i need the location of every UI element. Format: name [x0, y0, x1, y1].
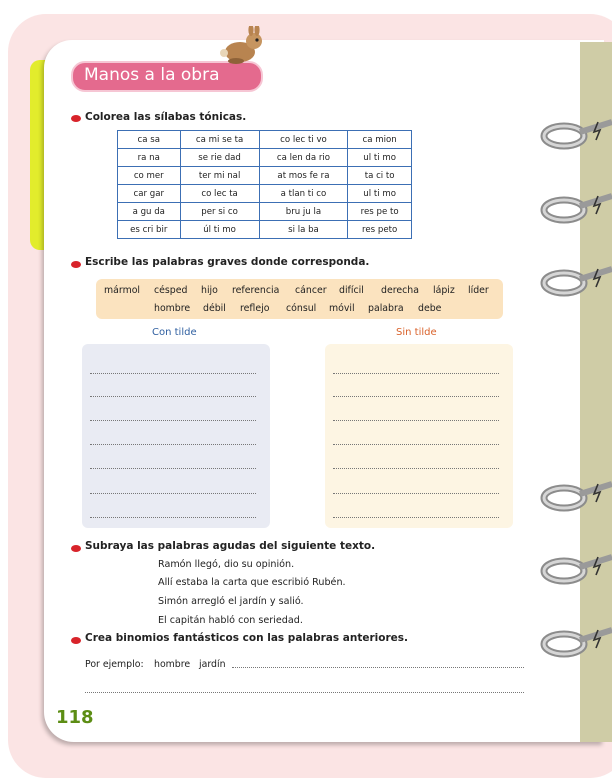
answer-line[interactable]: [333, 396, 499, 397]
answer-line[interactable]: [333, 493, 499, 494]
table-cell[interactable]: se rie dad: [180, 149, 259, 167]
page-number: 118: [56, 707, 94, 728]
word-bank-word: césped: [154, 285, 188, 296]
table-row: [118, 149, 412, 167]
text-line[interactable]: El capitán habló con seriedad.: [158, 615, 303, 626]
answer-line[interactable]: [90, 493, 256, 494]
bullet-icon: [71, 115, 81, 122]
table-cell[interactable]: ta ci to: [348, 167, 412, 185]
word-bank-word: móvil: [329, 303, 355, 314]
table-cell[interactable]: es cri bir: [118, 221, 181, 239]
table-cell[interactable]: ca len da rio: [259, 149, 348, 167]
spiral-ring-icon: [540, 480, 612, 516]
word-bank-word: hombre: [154, 303, 191, 314]
table-cell[interactable]: ra na: [118, 149, 181, 167]
table-cell[interactable]: per si co: [180, 203, 259, 221]
table-cell[interactable]: res peto: [348, 221, 412, 239]
answer-line[interactable]: [333, 517, 499, 518]
word-bank-word: débil: [203, 303, 226, 314]
answer-line[interactable]: [333, 444, 499, 445]
table-row: [118, 131, 412, 149]
exercise2-instruction: Escribe las palabras graves donde corresponda.: [85, 256, 370, 268]
word-bank-word: referencia: [232, 285, 280, 296]
spiral-ring-icon: [540, 553, 612, 589]
syllable-table: [117, 130, 412, 239]
table-cell[interactable]: car gar: [118, 185, 181, 203]
word-bank-word: líder: [468, 285, 489, 296]
con-tilde-answer-box[interactable]: [82, 344, 270, 528]
word-bank-word: debe: [418, 303, 442, 314]
answer-line[interactable]: [90, 373, 256, 374]
example-label: Por ejemplo:: [85, 659, 144, 670]
exercise3-instruction: Subraya las palabras agudas del siguiente texto.: [85, 540, 376, 552]
bullet-icon: [71, 637, 81, 644]
sin-tilde-heading: Sin tilde: [396, 327, 437, 338]
answer-line[interactable]: [90, 468, 256, 469]
answer-line[interactable]: [85, 692, 524, 693]
bullet-icon: [71, 261, 81, 268]
word-bank-word: cónsul: [286, 303, 317, 314]
word-bank-word: lápiz: [433, 285, 455, 296]
answer-line[interactable]: [90, 517, 256, 518]
exercise1-instruction: Colorea las sílabas tónicas.: [85, 111, 247, 123]
spiral-ring-icon: [540, 118, 612, 154]
word-bank-word: mármol: [104, 285, 141, 296]
example-word: jardín: [199, 659, 226, 670]
table-cell[interactable]: at mos fe ra: [259, 167, 348, 185]
table-row: [118, 203, 412, 221]
table-cell[interactable]: ca mion: [348, 131, 412, 149]
text-line[interactable]: Simón arregló el jardín y salió.: [158, 596, 304, 607]
word-bank-word: palabra: [368, 303, 404, 314]
word-bank-word: difícil: [339, 285, 364, 296]
table-cell[interactable]: a tlan ti co: [259, 185, 348, 203]
answer-line[interactable]: [90, 444, 256, 445]
table-cell[interactable]: ul ti mo: [348, 149, 412, 167]
table-cell[interactable]: res pe to: [348, 203, 412, 221]
table-cell[interactable]: ul ti mo: [348, 185, 412, 203]
word-bank-word: derecha: [381, 285, 419, 296]
word-bank-word: hijo: [201, 285, 218, 296]
table-cell[interactable]: a gu da: [118, 203, 181, 221]
table-row: [118, 185, 412, 203]
table-cell[interactable]: bru ju la: [259, 203, 348, 221]
exercise4-instruction: Crea binomios fantásticos con las palabras anteriores.: [85, 632, 409, 644]
spiral-ring-icon: [540, 192, 612, 228]
bullet-icon: [71, 545, 81, 552]
rabbit-icon: [210, 26, 268, 66]
table-cell[interactable]: ca mi se ta: [180, 131, 259, 149]
table-cell[interactable]: ter mi nal: [180, 167, 259, 185]
table-cell[interactable]: si la ba: [259, 221, 348, 239]
table-cell[interactable]: co mer: [118, 167, 181, 185]
word-bank-word: reflejo: [240, 303, 270, 314]
word-bank-word: cáncer: [295, 285, 327, 296]
example-word: hombre: [154, 659, 191, 670]
answer-line[interactable]: [232, 667, 524, 668]
answer-line[interactable]: [90, 420, 256, 421]
table-cell[interactable]: co lec ta: [180, 185, 259, 203]
con-tilde-heading: Con tilde: [152, 327, 197, 338]
section-title: Manos a la obra: [84, 65, 220, 85]
text-line[interactable]: Ramón llegó, dio su opinión.: [158, 559, 295, 570]
spiral-ring-icon: [540, 265, 612, 301]
sin-tilde-answer-box[interactable]: [325, 344, 513, 528]
table-cell[interactable]: ca sa: [118, 131, 181, 149]
table-cell[interactable]: úl ti mo: [180, 221, 259, 239]
spiral-ring-icon: [540, 626, 612, 662]
answer-line[interactable]: [90, 396, 256, 397]
answer-line[interactable]: [333, 420, 499, 421]
answer-line[interactable]: [333, 468, 499, 469]
table-row: [118, 221, 412, 239]
answer-line[interactable]: [333, 373, 499, 374]
table-cell[interactable]: co lec ti vo: [259, 131, 348, 149]
text-line[interactable]: Allí estaba la carta que escribió Rubén.: [158, 577, 346, 588]
table-row: [118, 167, 412, 185]
